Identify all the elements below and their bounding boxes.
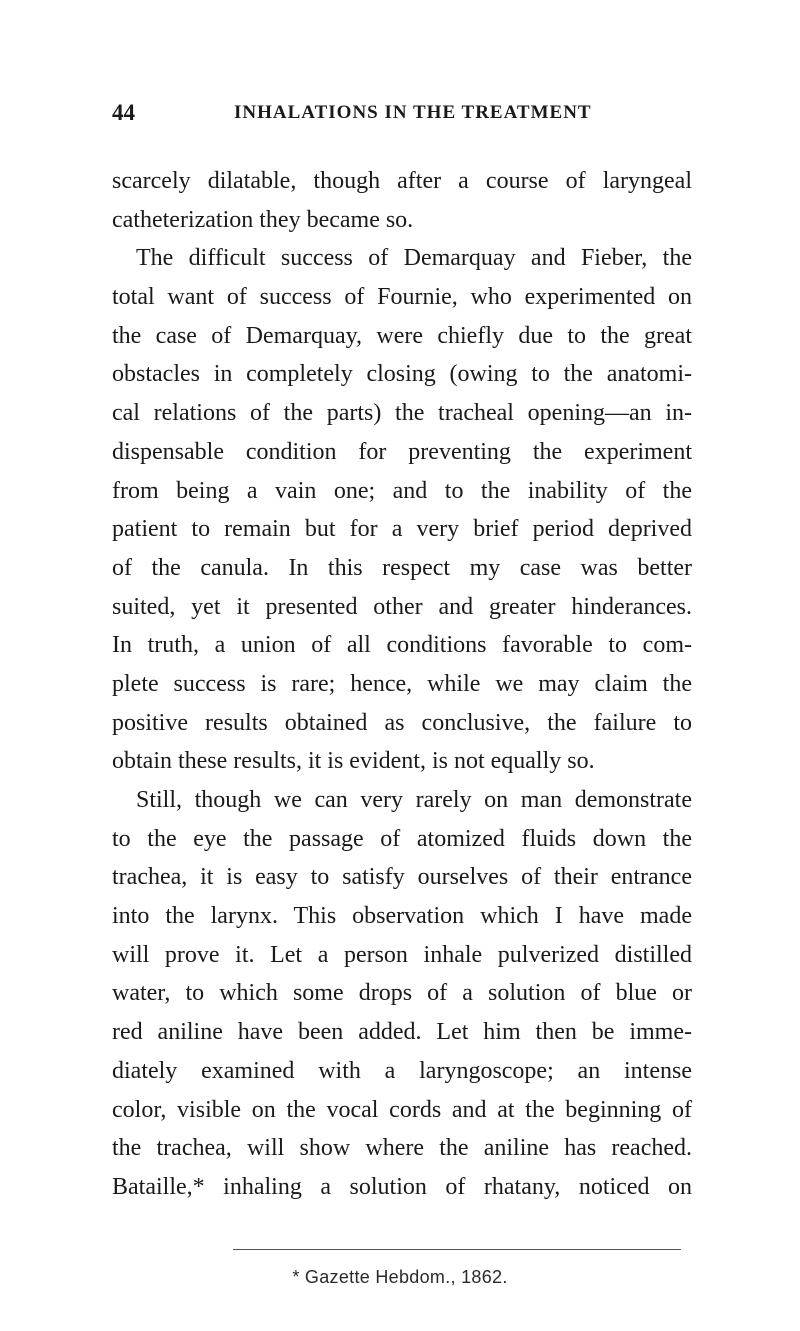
- text-line: the case of Demarquay, were chiefly due to the great: [112, 322, 692, 349]
- text-line: dispensable condition for preventing the experiment: [112, 438, 692, 465]
- body-text: [112, 162, 692, 1207]
- text-line: trachea, it is easy to satisfy ourselves of their entrance: [112, 864, 692, 891]
- text-line: cal relations of the parts) the tracheal opening—an in-: [112, 400, 692, 427]
- page-number: 44: [112, 100, 135, 125]
- text-line: The difficult success of Demarquay and Fieber, the: [136, 245, 692, 272]
- text-line: suited, yet it presented other and greater hinderances.: [112, 593, 692, 620]
- running-title: INHALATIONS IN THE TREATMENT: [234, 102, 592, 123]
- text-line: color, visible on the vocal cords and at the beginning of: [112, 1096, 692, 1123]
- text-line: obstacles in completely closing (owing to the anatomi-: [112, 361, 692, 388]
- text-line: plete success is rare; hence, while we may claim the: [112, 670, 692, 697]
- text-line: into the larynx. This observation which I have made: [112, 903, 692, 930]
- text-line: catheterization they became so.: [112, 206, 414, 233]
- text-line: total want of success of Fournie, who experimented on: [112, 284, 692, 311]
- text-line: red aniline have been added. Let him then be imme-: [112, 1019, 692, 1046]
- running-head: [112, 100, 692, 130]
- text-line: Bataille,* inhaling a solution of rhatany, noticed on: [112, 1173, 692, 1200]
- text-line: positive results obtained as conclusive, the failure to: [112, 709, 692, 736]
- text-line: patient to remain but for a very brief period deprived: [112, 516, 692, 543]
- footnote: * Gazette Hebdom., 1862.: [292, 1267, 508, 1287]
- text-line: of the canula. In this respect my case was better: [112, 554, 692, 581]
- text-line: to the eye the passage of atomized fluids down the: [112, 825, 692, 852]
- text-line: from being a vain one; and to the inability of the: [112, 477, 692, 504]
- text-line: the trachea, will show where the aniline has reached.: [112, 1135, 692, 1162]
- text-line: scarcely dilatable, though after a course of laryngeal: [112, 168, 692, 194]
- footnote-divider: [233, 1249, 681, 1250]
- text-line: In truth, a union of all conditions favorable to com-: [112, 632, 692, 659]
- text-line: diately examined with a laryngoscope; an intense: [112, 1057, 692, 1084]
- text-line: will prove it. Let a person inhale pulverized distilled: [112, 941, 692, 968]
- text-line: water, to which some drops of a solution of blue or: [112, 980, 692, 1007]
- text-line: obtain these results, it is evident, is not equally so.: [112, 748, 595, 775]
- text-line: Still, though we can very rarely on man demonstrate: [136, 787, 692, 813]
